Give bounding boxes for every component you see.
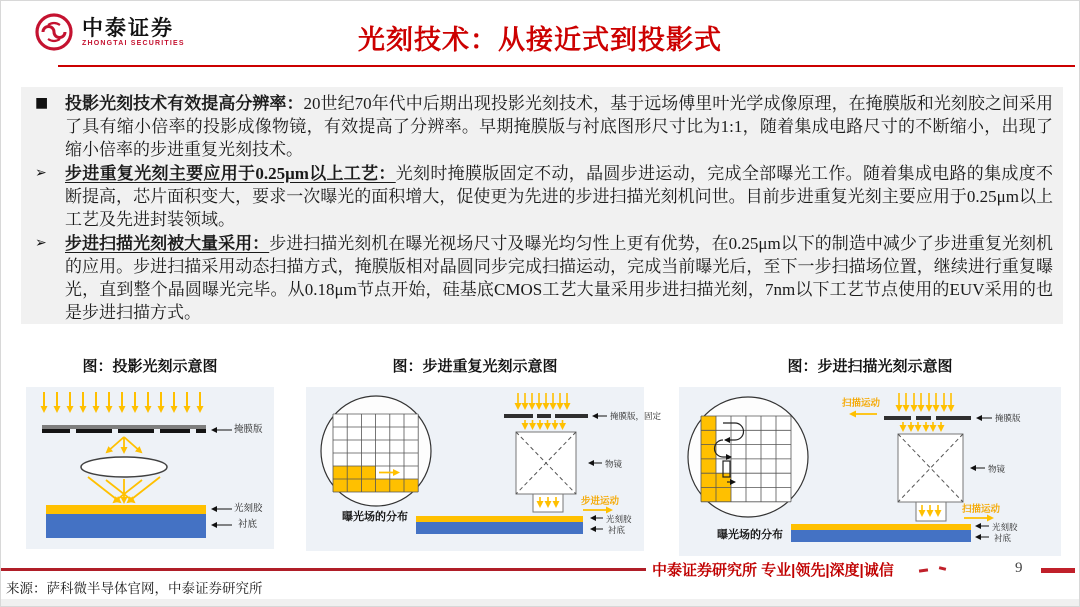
light-arrows [44,392,200,411]
photoresist-layer [46,505,206,514]
bullet-lead: 步进扫描光刻被大量采用： [65,234,270,253]
logo-name-cn: 中泰证券 [82,16,174,40]
bottom-edge [1,599,1079,606]
figure2-drawing [306,387,644,551]
substrate-layer [46,514,206,538]
photoresist-layer [416,516,583,522]
header-divider [58,65,1075,67]
figure1-caption: 图：投影光刻示意图 [82,359,218,375]
summary-text-block [21,87,1063,324]
photoresist-layer [791,524,971,530]
footer-slogan: 中泰证券研究所 专业|领先|深度|诚信 [652,562,894,579]
substrate-label: 衬底 [608,525,626,535]
lens-ellipse [81,457,167,477]
figure3-step-scan-diagram [679,387,1061,556]
substrate-label: 衬底 [238,520,258,530]
figure1-drawing [26,387,274,549]
exposure-field-label: 曝光场的分布 [342,511,408,523]
figure3-caption: 图：步进扫描光刻示意图 [787,359,953,375]
figure2-step-repeat-diagram [306,387,662,551]
figure1-projection-diagram [26,387,274,549]
diverging-rays [107,437,141,452]
substrate-label: 衬底 [994,533,1012,543]
resist-label: 光刻胶 [606,514,632,524]
substrate-layer [416,522,583,534]
bullet-body: 步进扫描光刻机在曝光视场尺寸及曝光均匀性上更有优势，在0.25μm以下的制造中减少了步进重复光刻机的应用。步进扫描采用动态扫描方式，掩膜版相对晶圆同步完成扫描运动，完成当前曝光后，至下一步扫描场位置，继续进行重复曝光，直到整个晶圆曝光完毕。从0.18μm节点开始，硅基底CMOS工艺大量采用步进扫描光刻，7nm以下工艺节点使用的EUV采用的也是步进扫描方式。 [65,234,1053,322]
substrate-layer [791,530,971,542]
bullet-body: 光刻时掩膜版固定不动，晶圆步进运动，完成全部曝光工作。随着集成电路的集成度不断提高，芯片面积变大，要求一次曝光的面积增大，促使更为先进的步进扫描光刻机问世。目前步进重复光刻主要应用于0.25μm以上工艺及先进封装领域。 [65,164,1053,229]
mask-label: 掩膜版 [995,413,1021,423]
scan-motion-label-bottom: 扫描运动 [962,505,1001,515]
square-bullet-icon: ■ [35,95,49,111]
light-arrows-below-mask [903,422,941,430]
lens-label: 物镜 [605,459,623,469]
light-arrows-top [899,393,951,410]
bullet-item [29,92,1053,161]
mask-bar [42,425,206,433]
mask-label: 掩膜版 [234,425,263,435]
step-motion-label: 步进运动 [581,497,620,507]
mask-bar [504,414,588,418]
light-arrows-below-mask [525,420,563,428]
footer-decor-streak [1041,568,1075,573]
source-note: 来源：萨科微半导体官网，中泰证券研究所 [6,581,263,596]
bullet-lead: 步进重复光刻主要应用于0.25μm以上工艺： [65,164,396,183]
bullet-lead: 投影光刻技术有效提高分辨率： [65,94,304,113]
exposure-slit-box [916,502,946,521]
scan-motion-label-top: 扫描运动 [842,399,881,409]
bullet-item [29,162,1053,231]
mask-label: 掩膜版，固定 [610,411,662,421]
resist-label: 光刻胶 [992,522,1018,532]
arrow-bullet-icon: ➢ [35,235,47,251]
resist-label: 光刻胶 [234,504,263,514]
bullet-body: 20世纪70年代中后期出现投影光刻技术，基于远场傅里叶光学成像原理，在掩膜版和光刻胶之间采用了具有缩小倍率的投影成像物镜，有效提高了分辨率。早期掩膜版与衬底图形尺寸比为1:1，随着集成电路尺寸的不断缩小，出现了缩小倍率的步进重复光刻技术。 [65,94,1054,159]
exposure-field-label: 曝光场的分布 [717,529,783,541]
footer-decor-mark [939,566,947,571]
light-arrows-top [518,393,567,408]
converging-rays [88,477,160,502]
bullet-item [29,232,1053,324]
footer-decor-mark [919,568,928,572]
figure2-caption: 图：步进重复光刻示意图 [392,359,558,375]
mask-bar [884,416,971,420]
exposed-fields-row [333,466,376,479]
page-number: 9 [1015,560,1023,576]
page-title: 光刻技术：从接近式到投影式 [358,25,722,55]
footer-divider [1,568,646,571]
arrow-bullet-icon: ➢ [35,165,47,181]
lens-label: 物镜 [988,464,1006,474]
logo-name-en: ZHONGTAI SECURITIES [82,39,185,47]
